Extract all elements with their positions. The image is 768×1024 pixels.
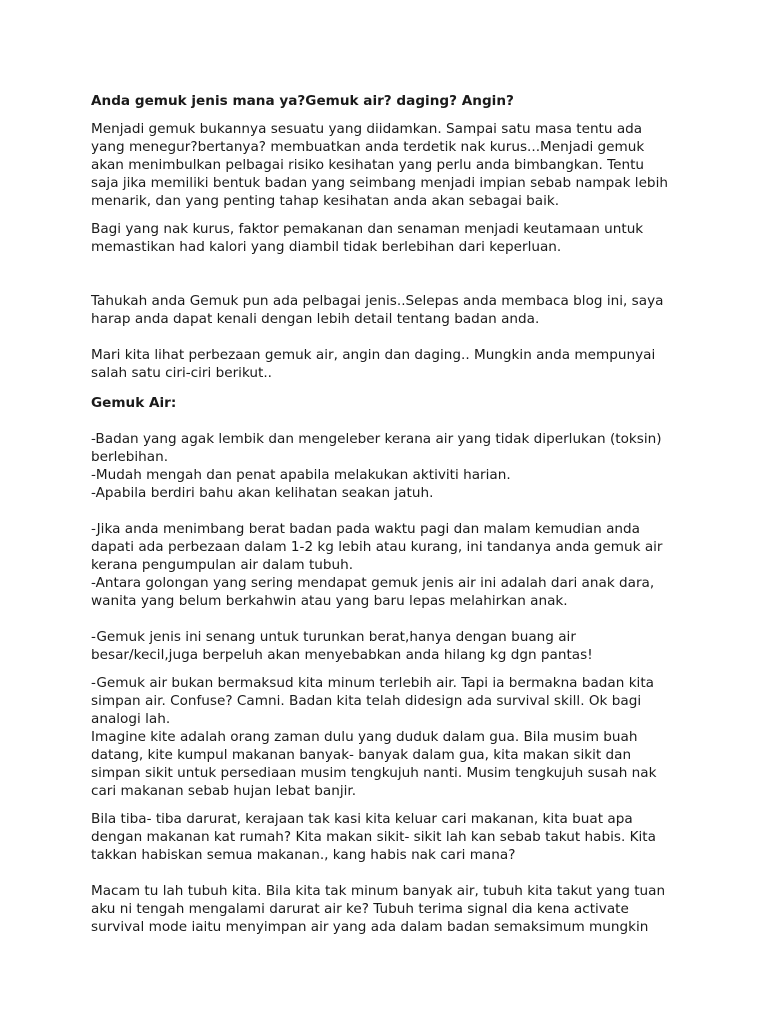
text-line: besar/kecil,juga berpeluh akan menyebabkan anda hilang kg dgn pantas! bbox=[91, 647, 593, 663]
text-line: aku ni tengah mengalami darurat air ke? Tubuh terima signal dia kena activate bbox=[91, 901, 629, 917]
text-line: analogi lah. bbox=[91, 711, 171, 727]
paragraph-survival bbox=[91, 674, 691, 800]
text-line: menarik, dan yang penting tahap kesihatan anda akan sebagai baik. bbox=[91, 193, 560, 209]
section-heading-gemuk-air: Gemuk Air: bbox=[91, 395, 177, 411]
paragraph-body-signal bbox=[91, 882, 691, 936]
paragraph-diet bbox=[91, 220, 691, 256]
text-line: dengan makanan kat rumah? Kita makan sikit- sikit lah kan sebab takut habis. Kita bbox=[91, 829, 656, 845]
text-line: harap anda dapat kenali dengan lebih detail tentang badan anda. bbox=[91, 311, 540, 327]
text-line: -Mudah mengah dan penat apabila melakukan aktiviti harian. bbox=[91, 467, 511, 483]
text-line: simpan air. Confuse? Camni. Badan kita telah didesign ada survival skill. Ok bagi bbox=[91, 693, 642, 709]
text-line: -Gemuk jenis ini senang untuk turunkan berat,hanya dengan buang air bbox=[91, 629, 576, 645]
text-line: Macam tu lah tubuh kita. Bila kita tak minum banyak air, tubuh kita takut yang tuan bbox=[91, 883, 666, 899]
text-line: Menjadi gemuk bukannya sesuatu yang diidamkan. Sampai satu masa tentu ada bbox=[91, 121, 643, 137]
text-line: -Badan yang agak lembik dan mengeleber kerana air yang tidak diperlukan (toksin) bbox=[91, 431, 662, 447]
text-line: akan menimbulkan pelbagai risiko kesihatan yang perlu anda bimbangkan. Tentu bbox=[91, 157, 645, 173]
text-line: -Apabila berdiri bahu akan kelihatan seakan jatuh. bbox=[91, 485, 434, 501]
text-line: -Jika anda menimbang berat badan pada waktu pagi dan malam kemudian anda bbox=[91, 521, 640, 537]
text-line: dapati ada perbezaan dalam 1-2 kg lebih atau kurang, ini tandanya anda gemuk air bbox=[91, 539, 663, 555]
paragraph-symptoms bbox=[91, 430, 691, 502]
document-title: Anda gemuk jenis mana ya?Gemuk air? daging? Angin? bbox=[91, 93, 514, 109]
text-line: takkan habiskan semua makanan., kang habis nak cari mana? bbox=[91, 847, 516, 863]
paragraph-compare bbox=[91, 346, 691, 382]
text-line: Bila tiba- tiba darurat, kerajaan tak kasi kita keluar cari makanan, kita buat apa bbox=[91, 811, 633, 827]
paragraph-intro bbox=[91, 120, 691, 210]
text-line: datang, kite kumpul makanan banyak- banyak dalam gua, kita makan sikit dan bbox=[91, 747, 632, 763]
paragraph-emergency bbox=[91, 810, 691, 864]
paragraph-types bbox=[91, 292, 691, 328]
text-line: salah satu ciri-ciri berikut.. bbox=[91, 365, 272, 381]
paragraph-weigh bbox=[91, 520, 691, 610]
text-line: cari makanan sebab hujan lebat banjir. bbox=[91, 783, 357, 799]
text-line: Tahukah anda Gemuk pun ada pelbagai jenis..Selepas anda membaca blog ini, saya bbox=[91, 293, 664, 309]
text-line: simpan sikit untuk persediaan musim tengkujuh nanti. Musim tengkujuh susah nak bbox=[91, 765, 657, 781]
text-line: berlebihan. bbox=[91, 449, 169, 465]
text-line: -Antara golongan yang sering mendapat gemuk jenis air ini adalah dari anak dara, bbox=[91, 575, 655, 591]
text-line: memastikan had kalori yang diambil tidak berlebihan dari keperluan. bbox=[91, 239, 562, 255]
text-line: saja jika memiliki bentuk badan yang seimbang menjadi impian sebab nampak lebih bbox=[91, 175, 668, 191]
paragraph-easy-loss bbox=[91, 628, 691, 664]
text-line: Bagi yang nak kurus, faktor pemakanan dan senaman menjadi keutamaan untuk bbox=[91, 221, 644, 237]
document-page bbox=[91, 92, 691, 936]
text-line: Mari kita lihat perbezaan gemuk air, angin dan daging.. Mungkin anda mempunyai bbox=[91, 347, 656, 363]
text-line: yang menegur?bertanya? membuatkan anda terdetik nak kurus...Menjadi gemuk bbox=[91, 139, 645, 155]
text-line: Imagine kite adalah orang zaman dulu yang duduk dalam gua. Bila musim buah bbox=[91, 729, 638, 745]
text-line: wanita yang belum berkahwin atau yang baru lepas melahirkan anak. bbox=[91, 593, 568, 609]
text-line: -Gemuk air bukan bermaksud kita minum terlebih air. Tapi ia bermakna badan kita bbox=[91, 675, 654, 691]
text-line: survival mode iaitu menyimpan air yang ada dalam badan semaksimum mungkin bbox=[91, 919, 649, 935]
text-line: kerana pengumpulan air dalam tubuh. bbox=[91, 557, 354, 573]
